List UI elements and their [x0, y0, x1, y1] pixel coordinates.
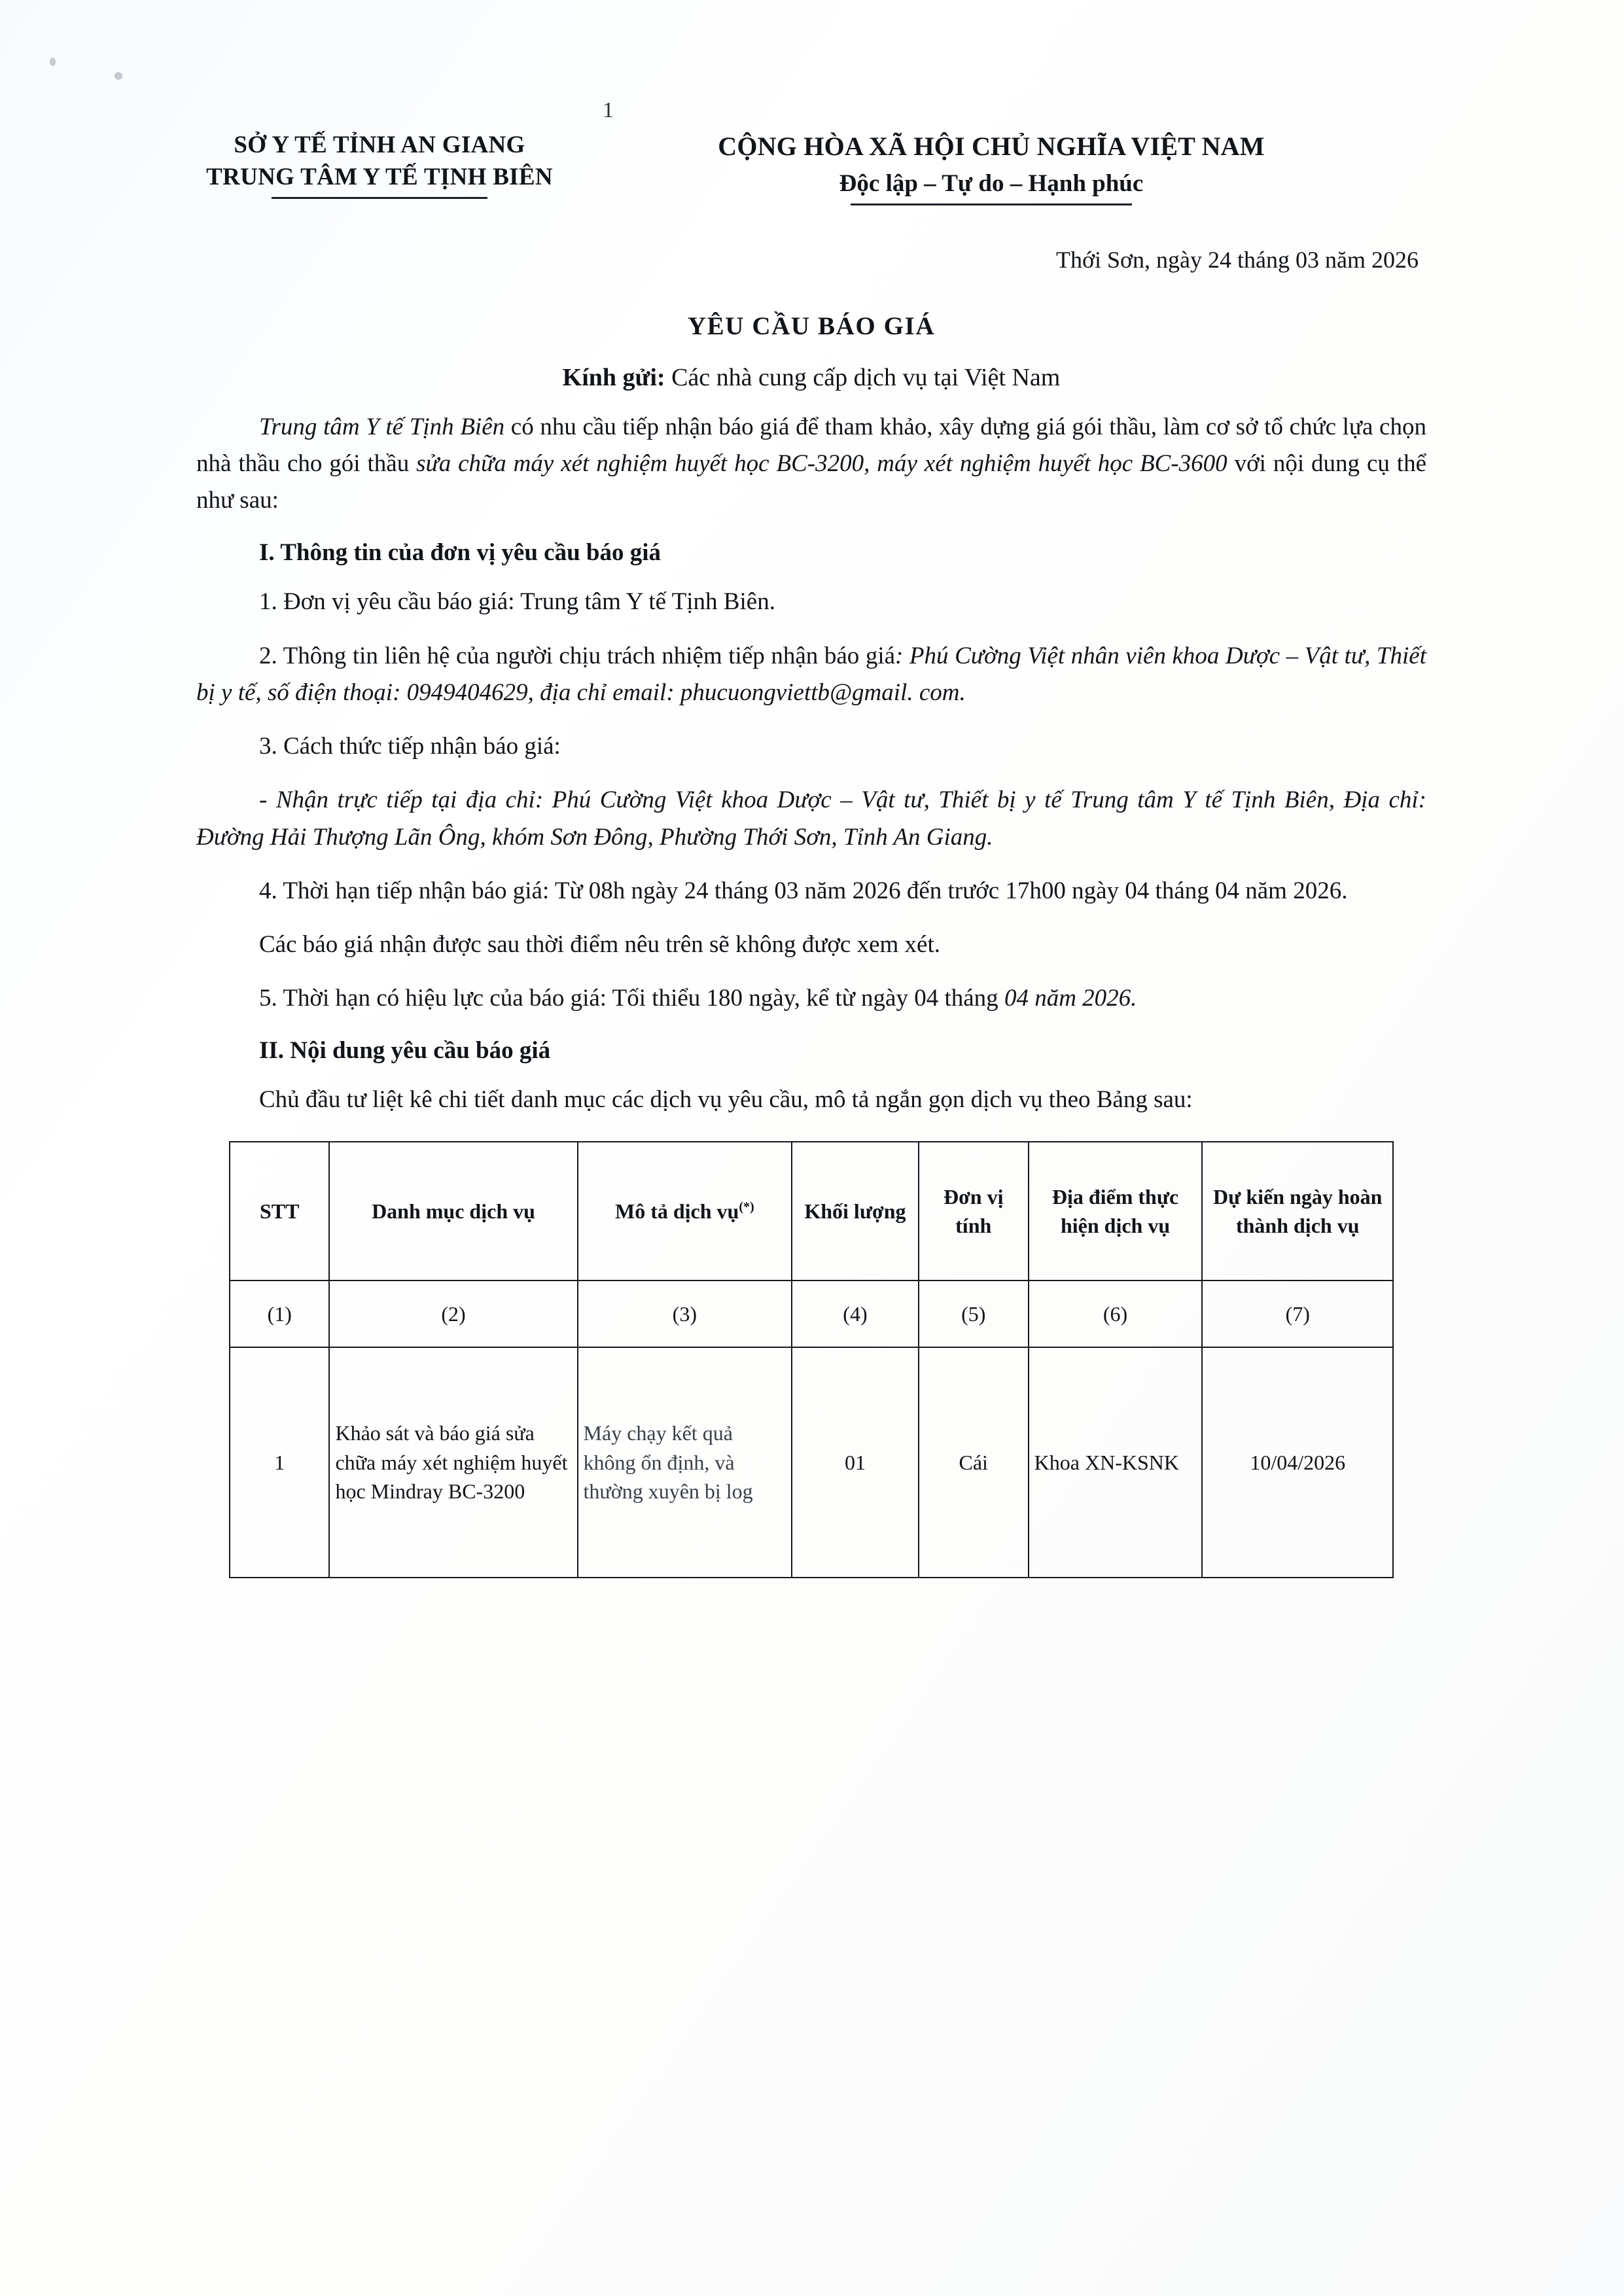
issuing-organization — [196, 130, 563, 199]
document-content — [196, 98, 1426, 1578]
item-2-lead: 2. Thông tin liên hệ của người chịu trách nhiệm tiếp nhận báo giá — [259, 642, 896, 669]
col-header-description-text: Mô tả dịch vụ — [614, 1199, 739, 1223]
intro-text-2: với nội dung cụ thể như sau: — [196, 450, 1427, 514]
org-underline — [272, 197, 487, 199]
intro-paragraph — [196, 409, 1426, 520]
service-table — [229, 1141, 1394, 1578]
item-5-lead: 5. Thời hạn có hiệu lực của báo giá: Tối thiểu 180 ngày, kể từ ngày 04 tháng — [259, 985, 1004, 1012]
section-1-item-4: 4. Thời hạn tiếp nhận báo giá: Từ 08h ngày 24 tháng 03 năm 2026 đến trước 17h00 ngày 04 tháng 04 năm 2026. — [259, 877, 1348, 904]
recipient-value: Các nhà cung cấp dịch vụ tại Việt Nam — [671, 363, 1061, 391]
colnum-3: (3) — [578, 1280, 792, 1347]
intro-organization: Trung tâm Y tế Tịnh Biên — [259, 413, 505, 440]
item-5-year: 04 năm 2026. — [1004, 985, 1137, 1012]
national-heading — [563, 130, 1426, 205]
service-table-body — [230, 1280, 1393, 1578]
scan-artifact — [50, 58, 56, 66]
intro-text-1: có nhu cầu tiếp nhận báo giá để tham khảo, xây dựng giá gói thầu, làm cơ sở tổ chức lựa chọn nhà thầu cho gói thầu — [196, 413, 1426, 477]
table-column-number-row — [230, 1280, 1393, 1347]
national-motto: Độc lập – Tự do – Hạnh phúc — [839, 169, 1144, 197]
col-header-quantity: Khối lượng — [792, 1142, 919, 1280]
intro-package-name: sửa chữa máy xét nghiệm huyết học BC-3200, máy xét nghiệm huyết học BC-3600 — [416, 450, 1227, 477]
col-header-unit: Đơn vị tính — [919, 1142, 1029, 1280]
cell-unit: Cái — [919, 1347, 1029, 1578]
col-header-completion-date: Dự kiến ngày hoàn thành dịch vụ — [1202, 1142, 1393, 1280]
country-name: CỘNG HÒA XÃ HỘI CHỦ NGHĨA VIỆT NAM — [718, 132, 1265, 161]
scan-artifact — [115, 72, 122, 80]
col-header-stt: STT — [230, 1142, 329, 1280]
colnum-4: (4) — [792, 1280, 919, 1347]
document-header — [196, 130, 1426, 205]
recipient-line — [196, 363, 1426, 392]
section-1-item-1: 1. Đơn vị yêu cầu báo giá: Trung tâm Y tế Tịnh Biên. — [259, 588, 775, 616]
col-header-description — [578, 1142, 792, 1280]
colnum-6: (6) — [1029, 1280, 1203, 1347]
department-name: SỞ Y TẾ TỈNH AN GIANG — [234, 132, 525, 158]
section-1-item-3: 3. Cách thức tiếp nhận báo giá: — [259, 733, 561, 760]
table-header-row — [230, 1142, 1393, 1280]
place-and-date: Thới Sơn, ngày 24 tháng 03 năm 2026 — [1055, 246, 1419, 273]
item-2-contact-value: : Phú Cường Việt nhân viên khoa Dược – Vật tư, Thiết bị y tế, số điện thoại: 0949404629, địa chỉ email: phucuongviettb@gmail. com. — [196, 642, 1426, 706]
section-1-item-3-address: - Nhận trực tiếp tại địa chỉ: Phú Cường Việt khoa Dược – Vật tư, Thiết bị y tế Trung tâm Y tế Tịnh Biên, Địa chỉ: Đường Hải Thượng Lãn Ông, khóm Sơn Đông, Phường Thới Sơn, Tỉnh An Giang. — [196, 786, 1426, 851]
page-number: 1 — [603, 98, 614, 122]
cell-quantity: 01 — [792, 1347, 919, 1578]
colnum-1: (1) — [230, 1280, 329, 1347]
cell-completion-date: 10/04/2026 — [1202, 1347, 1393, 1578]
footnote-marker: (*) — [739, 1199, 754, 1214]
section-2-heading: II. Nội dung yêu cầu báo giá — [259, 1037, 551, 1065]
page-title: YÊU CẦU BÁO GIÁ — [687, 311, 936, 340]
col-header-location: Địa điểm thực hiện dịch vụ — [1029, 1142, 1203, 1280]
cell-stt: 1 — [230, 1347, 329, 1578]
colnum-5: (5) — [919, 1280, 1029, 1347]
center-name: TRUNG TÂM Y TẾ TỊNH BIÊN — [206, 163, 553, 190]
cell-location: Khoa XN-KSNK — [1029, 1347, 1203, 1578]
motto-underline — [851, 203, 1132, 205]
section-1-item-2 — [196, 638, 1426, 711]
cell-description: Máy chạy kết quả không ổn định, và thường xuyên bị log — [578, 1347, 792, 1578]
cell-service-name: Khảo sát và báo giá sửa chữa máy xét nghiệm huyết học Mindray BC-3200 — [329, 1347, 577, 1578]
colnum-2: (2) — [329, 1280, 577, 1347]
table-row — [230, 1347, 1393, 1578]
colnum-7: (7) — [1202, 1280, 1393, 1347]
service-table-head — [230, 1142, 1393, 1280]
section-1-heading: I. Thông tin của đơn vị yêu cầu báo giá — [259, 539, 662, 567]
section-2-lead: Chủ đầu tư liệt kê chi tiết danh mục các dịch vụ yêu cầu, mô tả ngắn gọn dịch vụ theo Bảng sau: — [259, 1086, 1193, 1114]
col-header-service-name: Danh mục dịch vụ — [329, 1142, 577, 1280]
section-1-item-4-note: Các báo giá nhận được sau thời điểm nêu trên sẽ không được xem xét. — [259, 930, 941, 958]
recipient-label: Kính gửi: — [562, 363, 665, 391]
section-1-item-5 — [196, 980, 1426, 1017]
